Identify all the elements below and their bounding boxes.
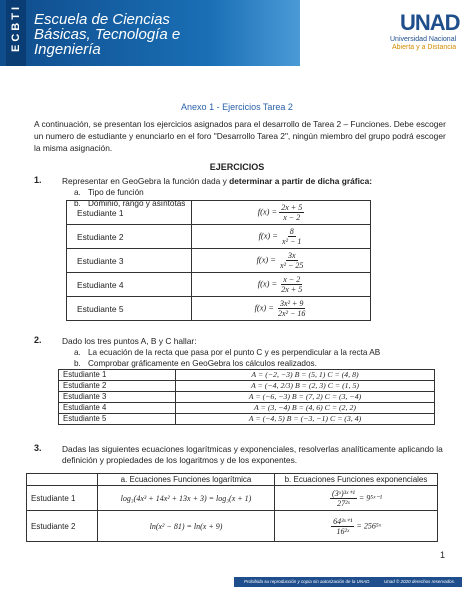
exercise-3-header-row	[27, 474, 438, 486]
header-empty-cell	[27, 474, 98, 486]
exp-equation: $\frac{\text{(3ˣ)³ˣ⁺¹}}{\text{27²ˣ}}$ = 9⁵ˣ⁻¹	[275, 486, 438, 511]
student-cell: Estudiante 3	[67, 249, 192, 273]
table-row	[59, 370, 435, 381]
table-row	[59, 403, 435, 414]
student-cell: Estudiante 1	[27, 486, 98, 511]
footer-left: Prohibida su reproducción y copia sin autorización de la UNAD	[244, 579, 370, 584]
table-row	[59, 392, 435, 403]
function-cell: f(x) = $\frac{3x}{\text{x² − 25}}$	[192, 249, 371, 273]
table-row	[27, 486, 438, 511]
table-row	[27, 511, 438, 542]
exercise-1-item-a: a. Tipo de función	[74, 188, 144, 197]
exercise-2-number: 2.	[34, 335, 42, 345]
page-footer	[234, 577, 462, 587]
table-row	[67, 249, 371, 273]
student-cell: Estudiante 2	[27, 511, 98, 542]
function-cell: f(x) = $\frac{2x + 5}{x - 2}$	[192, 201, 371, 225]
function-cell: f(x) = $\frac{x - 2}{2x + 5}$	[192, 273, 371, 297]
exercise-2-table	[58, 369, 435, 425]
header-title: Escuela de Ciencias Básicas, Tecnología e Ingeniería	[34, 11, 181, 58]
student-cell: Estudiante 3	[59, 392, 176, 403]
header-exp: b. Ecuaciones Funciones exponenciales	[275, 474, 438, 486]
student-cell: Estudiante 2	[67, 225, 192, 249]
exercise-2-statement: Dado los tres puntos A, B y C hallar:	[62, 336, 197, 346]
page-number: 1	[440, 550, 446, 560]
student-cell: Estudiante 1	[59, 370, 176, 381]
student-cell: Estudiante 1	[67, 201, 192, 225]
table-row	[59, 381, 435, 392]
exercise-1-item-b: b. Dominio, rango y asíntotas	[74, 199, 186, 208]
exercise-3-number: 3.	[34, 443, 42, 453]
student-cell: Estudiante 4	[67, 273, 192, 297]
points-cell: A = (−4, 2/3) B = (2, 3) C = (1, 5)	[176, 381, 435, 392]
table-row	[67, 273, 371, 297]
table-row	[67, 225, 371, 249]
exercise-2-item-b: b. Comprobar gráficamente en GeoGebra los cálculos realizados.	[74, 359, 317, 368]
log-equation: ln(x² − 81) = ln(x + 9)	[98, 511, 275, 542]
exercise-1-number: 1.	[34, 175, 42, 185]
student-cell: Estudiante 5	[67, 297, 192, 321]
table-row	[59, 414, 435, 425]
logo-wordmark: UNAD	[400, 10, 460, 35]
student-cell: Estudiante 5	[59, 414, 176, 425]
exercise-3-table	[26, 473, 438, 542]
exercise-1-statement: Representar en GeoGebra la función dada y determinar a partir de dicha gráfica:	[62, 176, 373, 186]
points-cell: A = (−2, −3) B = (5, 1) C = (4, 8)	[176, 370, 435, 381]
page-header	[0, 0, 474, 72]
table-row	[67, 297, 371, 321]
exp-equation: $\frac{\text{64³ˣ⁺¹}}{\text{16²ˣ}}$ = 256⁵ˣ	[275, 511, 438, 542]
footer-right: Unad © 2020 derechos reservados.	[384, 579, 456, 584]
unad-logo	[376, 10, 464, 58]
logo-subtitle-1: Universidad Nacional	[390, 36, 457, 43]
header-log: a. Ecuaciones Funciones logarítmica	[98, 474, 275, 486]
exercise-1-table	[66, 200, 371, 321]
exercises-heading: EJERCICIOS	[209, 162, 265, 172]
log-equation: log₃(4x³ + 14x² + 13x + 3) = log₃(x + 1)	[98, 486, 275, 511]
annex-title: Anexo 1 - Ejercicios Tarea 2	[181, 102, 293, 112]
student-cell: Estudiante 4	[59, 403, 176, 414]
function-cell: f(x) = $\frac{\text{3x² + 9}}{\text{2x² − 16}}$	[192, 297, 371, 321]
exercise-2-item-a: a. La ecuación de la recta que pasa por el punto C y es perpendicular a la recta AB	[74, 348, 381, 357]
exercise-3-statement: Dadas las siguientes ecuaciones logarítmicas y exponenciales, resolverlas analíticamente aplicando la definición y propiedades de los logaritmos y de los exponentes.	[62, 444, 443, 465]
points-cell: A = (−4, 5) B = (−3, −1) C = (3, 4)	[176, 414, 435, 425]
points-cell: A = (3, −4) B = (4, 6) C = (2, 2)	[176, 403, 435, 414]
logo-subtitle-2: Abierta y a Distancia	[392, 44, 457, 51]
intro-paragraph: A continuación, se presentan los ejercicios asignados para el desarrollo de Tarea 2 – Funciones. Debe escoger un numero de estudiante y enunciarlo en el foro "Desarrollo Tarea 2", ningún miembro del grupo podrá escoger la misma asignación.	[34, 119, 446, 153]
function-cell: f(x) = $\frac{8}{\text{x² − 1}}$	[192, 225, 371, 249]
student-cell: Estudiante 2	[59, 381, 176, 392]
points-cell: A = (−6, −3) B = (7, 2) C = (3, −4)	[176, 392, 435, 403]
header-side-label: ECBTI	[6, 0, 26, 66]
table-row	[67, 201, 371, 225]
